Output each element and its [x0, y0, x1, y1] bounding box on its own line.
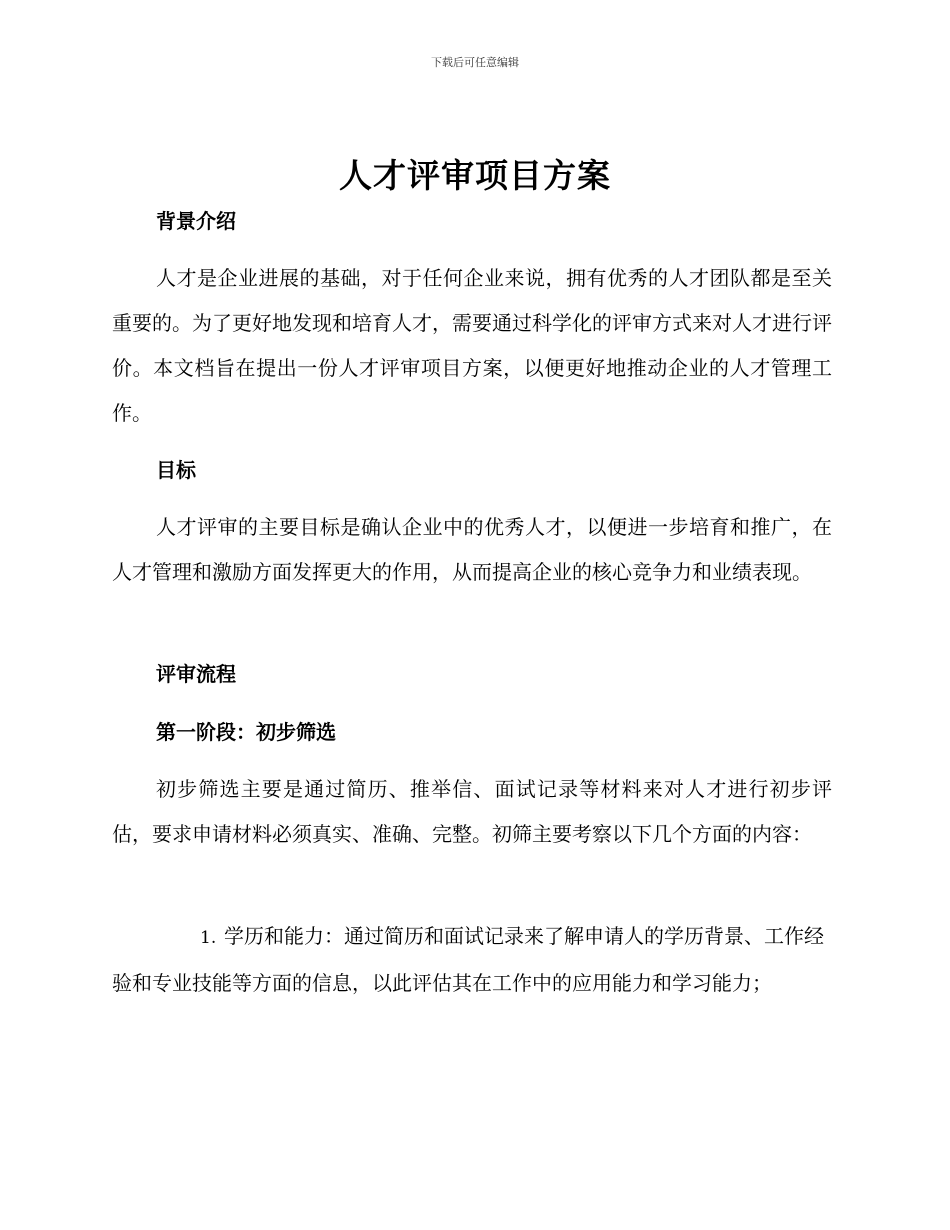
- goal-paragraph: 人才评审的主要目标是确认企业中的优秀人才，以便进一步培育和推广，在人才管理和激励方面发挥更大的作用，从而提高企业的核心竞争力和业绩表现。: [112, 515, 832, 584]
- document-title: 人才评审项目方案: [339, 156, 611, 195]
- page-header-note: 下载后可任意编辑: [431, 56, 519, 69]
- stage1-heading: 第一阶段：初步筛选: [156, 720, 336, 744]
- list-item-text: 学历和能力：通过简历和面试记录来了解申请人的学历背景、工作经验和专业技能等方面的信息，以此评估其在工作中的应用能力和学习能力；: [112, 924, 824, 995]
- stage1-paragraph: 初步筛选主要是通过简历、推举信、面试记录等材料来对人才进行初步评估，要求申请材料必须真实、准确、完整。初筛主要考察以下几个方面的内容：: [112, 777, 832, 846]
- section-heading-process: 评审流程: [156, 662, 236, 686]
- list-item-number: 1.: [200, 928, 217, 948]
- section-heading-goal: 目标: [156, 458, 196, 482]
- list-item: [112, 914, 832, 1006]
- background-paragraph: 人才是企业进展的基础，对于任何企业来说，拥有优秀的人才团队都是至关重要的。为了更好地发现和培育人才，需要通过科学化的评审方式来对人才进行评价。本文档旨在提出一份人才评审项目方案，以便更好地推动企业的人才管理工作。: [112, 266, 832, 425]
- section-heading-background: 背景介绍: [156, 209, 236, 233]
